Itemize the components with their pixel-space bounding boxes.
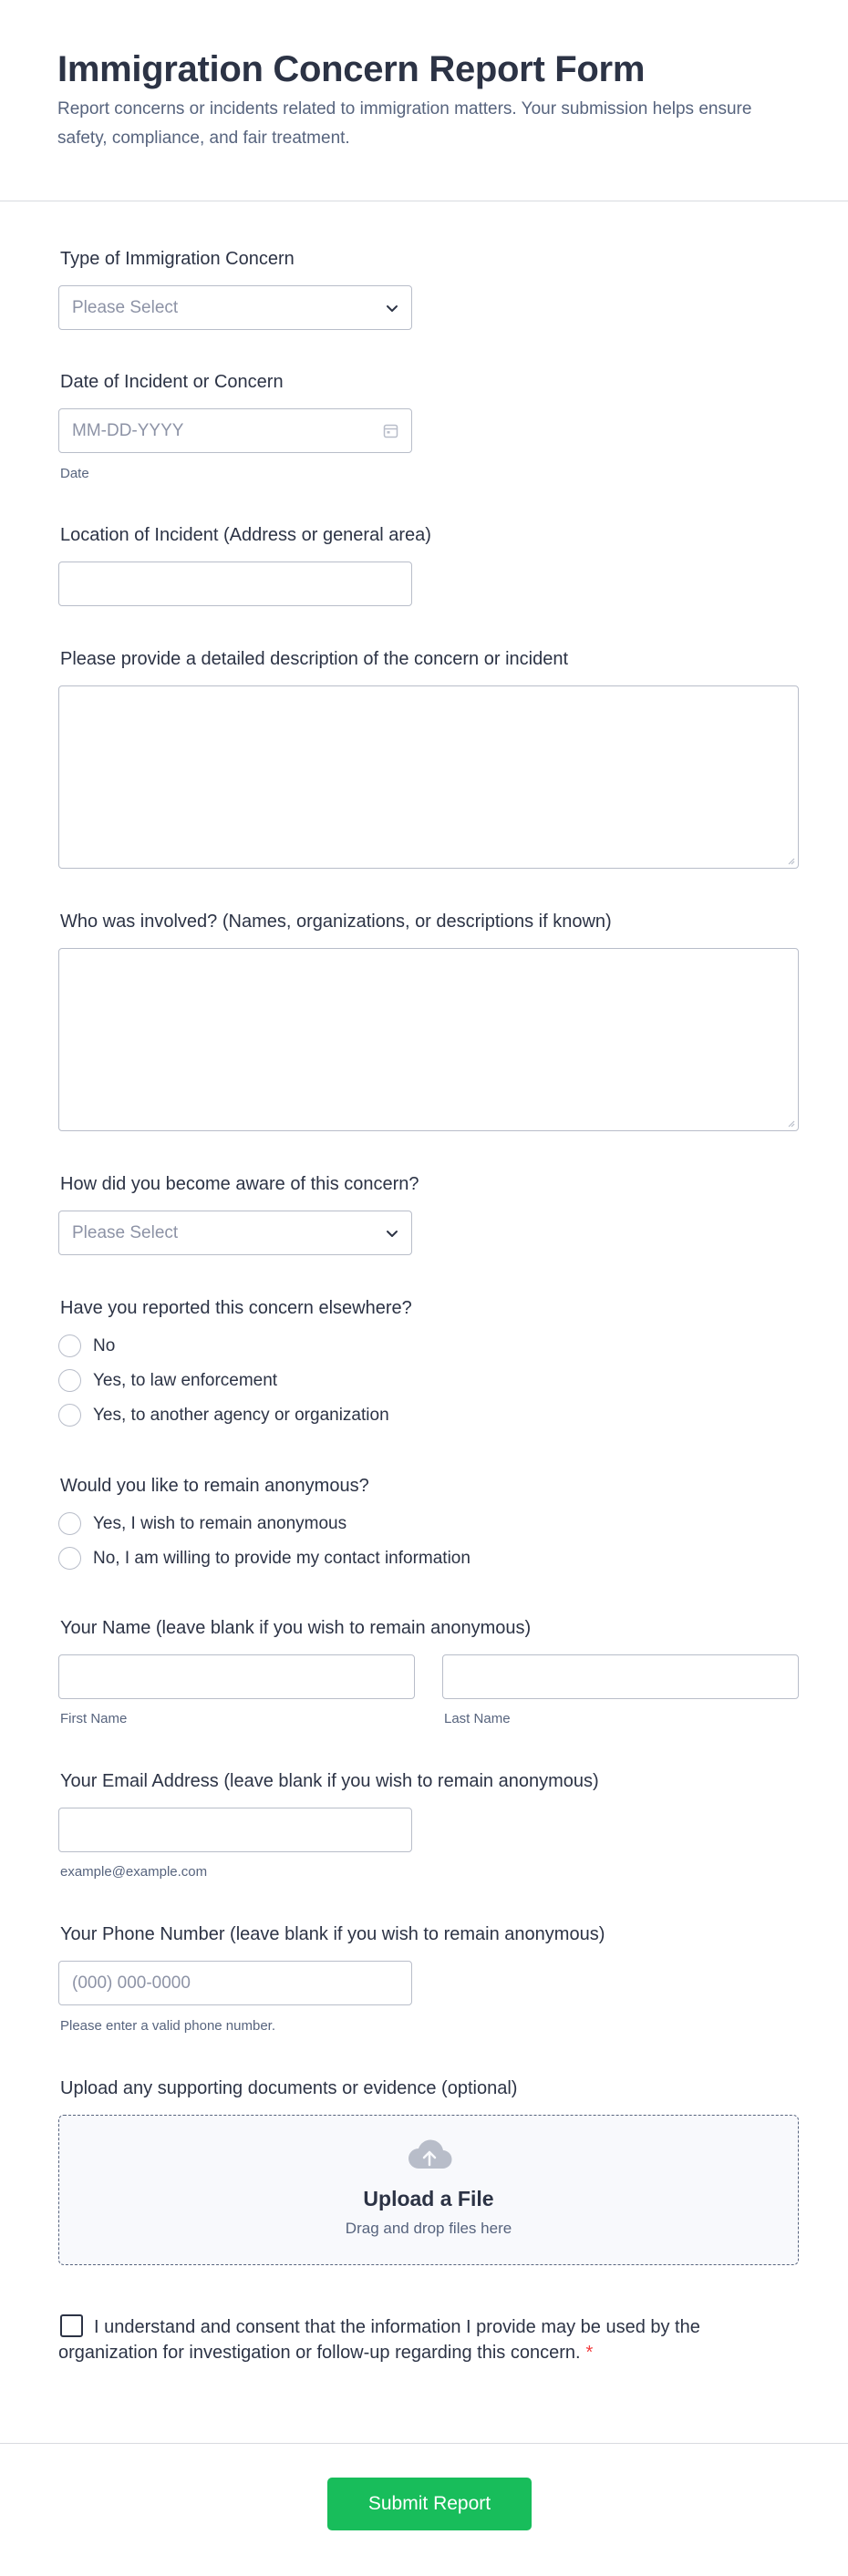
calendar-icon[interactable] — [383, 423, 398, 438]
radio-label: Yes, to law enforcement — [93, 1370, 278, 1390]
reported-label: Have you reported this concern elsewhere? — [60, 1298, 412, 1318]
email-sublabel: example@example.com — [60, 1864, 208, 1880]
radio-label: No, I am willing to provide my contact information — [93, 1548, 471, 1568]
phone-label: Your Phone Number (leave blank if you wish to remain anonymous) — [60, 1924, 605, 1944]
concern-type-placeholder: Please Select — [72, 298, 179, 317]
last-name-input[interactable] — [442, 1654, 799, 1699]
first-name-input[interactable] — [58, 1654, 415, 1699]
date-placeholder: MM-DD-YYYY — [72, 421, 184, 440]
radio-circle[interactable] — [58, 1334, 81, 1357]
upload-hint: Drag and drop files here — [345, 2220, 512, 2237]
name-label: Your Name (leave blank if you wish to remain anonymous) — [60, 1618, 532, 1638]
date-input[interactable] — [58, 408, 412, 453]
form-footer — [0, 2443, 848, 2576]
required-asterisk: * — [585, 2343, 594, 2363]
radio-reported-law-enforcement[interactable] — [58, 1369, 277, 1392]
radio-circle[interactable] — [58, 1547, 81, 1570]
radio-circle[interactable] — [58, 1404, 81, 1427]
first-name-sublabel: First Name — [60, 1711, 128, 1726]
radio-anonymous-yes[interactable] — [58, 1512, 346, 1535]
chevron-down-icon — [384, 300, 400, 316]
radio-label: Yes, I wish to remain anonymous — [93, 1513, 347, 1533]
radio-anonymous-no[interactable] — [58, 1547, 471, 1570]
phone-sublabel: Please enter a valid phone number. — [60, 2018, 275, 2034]
consent-checkbox-row[interactable] — [58, 2314, 751, 2365]
radio-reported-no[interactable] — [58, 1334, 115, 1357]
resize-grip-icon[interactable] — [786, 1118, 795, 1128]
date-sublabel: Date — [60, 466, 89, 481]
awareness-select[interactable] — [58, 1211, 412, 1255]
chevron-down-icon — [384, 1225, 400, 1242]
radio-reported-agency[interactable] — [58, 1404, 389, 1427]
phone-input[interactable] — [58, 1961, 412, 2005]
last-name-sublabel: Last Name — [444, 1711, 511, 1726]
upload-label: Upload any supporting documents or evidence (optional) — [60, 2078, 518, 2098]
submit-button[interactable]: Submit Report — [327, 2478, 532, 2530]
involved-textarea[interactable] — [58, 948, 799, 1131]
radio-label: No — [93, 1335, 116, 1355]
involved-label: Who was involved? (Names, organizations, or descriptions if known) — [60, 912, 612, 932]
cloud-upload-icon — [406, 2138, 453, 2172]
concern-type-select[interactable] — [58, 285, 412, 330]
description-label: Please provide a detailed description of the concern or incident — [60, 649, 569, 669]
phone-placeholder: (000) 000-0000 — [72, 1973, 191, 1993]
page-title: Immigration Concern Report Form — [57, 49, 646, 89]
awareness-placeholder: Please Select — [72, 1223, 179, 1242]
description-textarea[interactable] — [58, 685, 799, 869]
anonymous-label: Would you like to remain anonymous? — [60, 1476, 369, 1496]
radio-label: Yes, to another agency or organization — [93, 1405, 389, 1425]
resize-grip-icon[interactable] — [786, 856, 795, 865]
form-header — [0, 0, 848, 201]
consent-text: I understand and consent that the information I provide may be used by the organization for investigation or follow-up regarding this concern. — [58, 2317, 700, 2363]
file-upload-dropzone[interactable] — [58, 2115, 799, 2265]
concern-type-label: Type of Immigration Concern — [60, 249, 295, 269]
radio-circle[interactable] — [58, 1369, 81, 1392]
upload-title: Upload a File — [363, 2187, 494, 2210]
location-label: Location of Incident (Address or general area) — [60, 525, 431, 545]
email-label: Your Email Address (leave blank if you wish to remain anonymous) — [60, 1771, 599, 1791]
page-subtitle: Report concerns or incidents related to immigration matters. Your submission helps ensure safety, compliance, and fair treatment. — [57, 99, 752, 148]
date-label: Date of Incident or Concern — [60, 372, 284, 392]
awareness-label: How did you become aware of this concern? — [60, 1174, 419, 1194]
location-input[interactable] — [58, 562, 412, 606]
email-input[interactable] — [58, 1808, 412, 1852]
consent-checkbox[interactable] — [60, 2314, 83, 2337]
radio-circle[interactable] — [58, 1512, 81, 1535]
